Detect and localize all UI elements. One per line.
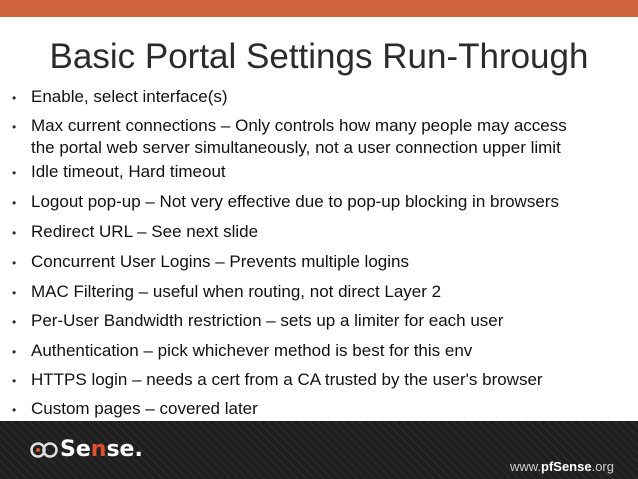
bullet-text-line: Idle timeout, Hard timeout — [31, 162, 226, 181]
bullet-text — [31, 161, 226, 183]
logo-word-main: Sense — [60, 437, 135, 462]
bullet-point-icon: • — [12, 286, 17, 300]
url-prefix: www. — [509, 459, 542, 474]
pfsense-logo-icon — [30, 438, 58, 462]
bullet-point-icon: • — [12, 403, 17, 417]
bullet-text-line: HTTPS login – needs a cert from a CA trusted by the user's browser — [31, 370, 543, 389]
bullet-text — [31, 221, 258, 243]
bullet-text — [31, 281, 441, 303]
slide-title: Basic Portal Settings Run-Through — [49, 37, 589, 76]
logo-word-accent: n — [90, 437, 107, 462]
bullet-text-line: Redirect URL – See next slide — [31, 222, 259, 241]
bullet-text-line: Max current connections – Only controls how many people may access — [31, 116, 567, 135]
bullet-text-line: Per-User Bandwidth restriction – sets up a limiter for each user — [31, 311, 504, 330]
bullet-text — [31, 251, 409, 273]
bullet-text — [31, 191, 559, 213]
logo-wordmark — [60, 437, 143, 463]
logo-word-end: . — [134, 437, 143, 462]
bullet-text-line: Authentication – pick whichever method is best for this env — [31, 341, 473, 360]
bullet-point-icon: • — [12, 315, 17, 329]
bullet-text — [31, 115, 567, 159]
bullet-point-icon: • — [12, 374, 17, 388]
bullet-point-icon: • — [12, 345, 17, 359]
bullet-text — [31, 369, 543, 391]
bullet-text-line: MAC Filtering – useful when routing, not direct Layer 2 — [31, 282, 442, 301]
bullet-text-line: the portal web server simultaneously, not a user connection upper limit — [31, 138, 561, 157]
bullet-text — [31, 398, 258, 420]
url-brand: pfSense — [541, 459, 592, 474]
bullet-text-line: Enable, select interface(s) — [31, 87, 228, 106]
bullet-text — [31, 310, 503, 332]
bullet-point-icon: • — [12, 226, 17, 240]
bullet-text — [31, 340, 472, 362]
bullet-point-icon: • — [12, 256, 17, 270]
website-url — [510, 459, 614, 475]
bullet-point-icon: • — [12, 196, 17, 210]
bullet-text-line: Custom pages – covered later — [31, 399, 258, 418]
bullet-text-line: Logout pop-up – Not very effective due to pop-up blocking in browsers — [31, 192, 559, 211]
bullet-point-icon: • — [12, 120, 17, 134]
footer-bar — [0, 421, 638, 479]
bullet-text — [31, 86, 228, 108]
bullet-point-icon: • — [12, 166, 17, 180]
bullet-text-line: Concurrent User Logins – Prevents multiple logins — [31, 252, 409, 271]
url-suffix: .org — [591, 459, 614, 474]
bullet-point-icon: • — [12, 91, 17, 105]
